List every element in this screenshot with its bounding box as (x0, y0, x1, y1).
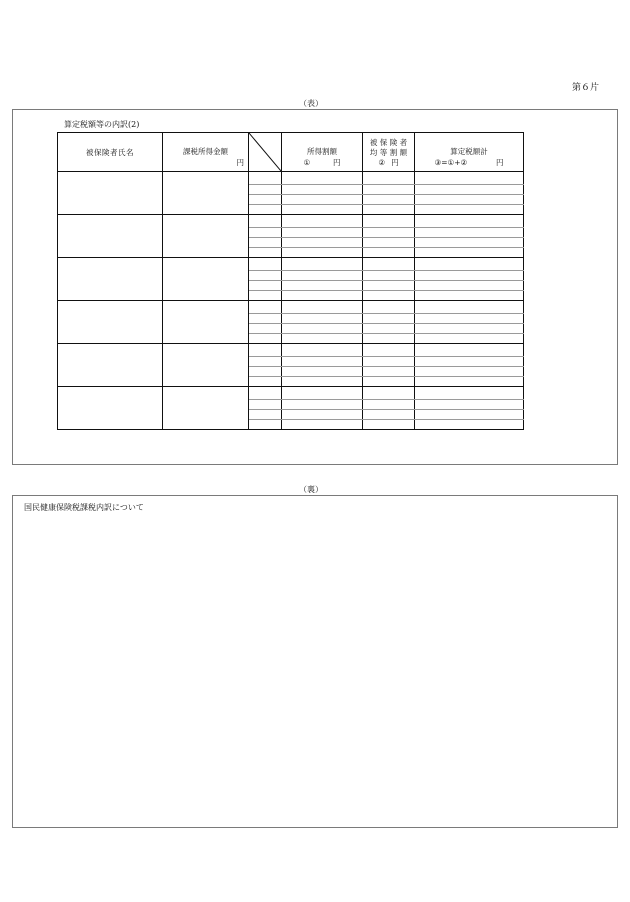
per-capita-cell[interactable] (363, 344, 415, 357)
per-capita-cell[interactable] (363, 271, 415, 281)
sub-label-cell (249, 344, 282, 357)
total-tax-cell[interactable] (415, 238, 524, 248)
per-capita-cell[interactable] (363, 238, 415, 248)
income-levy-cell[interactable] (282, 258, 363, 271)
income-levy-cell[interactable] (282, 344, 363, 357)
sub-label-cell (249, 291, 282, 301)
back-side-label: （裏） (299, 485, 323, 494)
income-levy-cell[interactable] (282, 195, 363, 205)
total-tax-cell[interactable] (415, 367, 524, 377)
per-capita-cell[interactable] (363, 172, 415, 185)
sub-label-cell (249, 301, 282, 314)
sub-label-cell (249, 195, 282, 205)
table-row (58, 258, 524, 271)
income-levy-cell[interactable] (282, 420, 363, 430)
sub-label-cell (249, 271, 282, 281)
total-tax-cell[interactable] (415, 271, 524, 281)
table-row (58, 387, 524, 400)
table-row (58, 172, 524, 185)
per-capita-cell[interactable] (363, 228, 415, 238)
insured-name-cell[interactable] (58, 344, 163, 387)
total-tax-cell[interactable] (415, 344, 524, 357)
sub-label-cell (249, 324, 282, 334)
header-income-levy: 所得割額 ① 円 (282, 133, 363, 172)
income-levy-cell[interactable] (282, 387, 363, 400)
sub-label-cell (249, 215, 282, 228)
sub-label-cell (249, 172, 282, 185)
income-levy-cell[interactable] (282, 185, 363, 195)
per-capita-cell[interactable] (363, 291, 415, 301)
sub-label-cell (249, 238, 282, 248)
total-tax-cell[interactable] (415, 172, 524, 185)
insured-name-cell[interactable] (58, 258, 163, 301)
per-capita-cell[interactable] (363, 400, 415, 410)
per-capita-cell[interactable] (363, 205, 415, 215)
per-capita-cell[interactable] (363, 281, 415, 291)
taxable-income-cell[interactable] (163, 215, 249, 258)
total-tax-cell[interactable] (415, 400, 524, 410)
sub-label-cell (249, 314, 282, 324)
sub-label-cell (249, 334, 282, 344)
table-row (58, 215, 524, 228)
income-levy-cell[interactable] (282, 248, 363, 258)
front-side-label: （表） (299, 99, 323, 108)
income-levy-cell[interactable] (282, 281, 363, 291)
total-tax-cell[interactable] (415, 314, 524, 324)
total-tax-cell[interactable] (415, 301, 524, 314)
insured-name-cell[interactable] (58, 387, 163, 430)
income-levy-cell[interactable] (282, 271, 363, 281)
sub-label-cell (249, 400, 282, 410)
income-levy-cell[interactable] (282, 334, 363, 344)
total-tax-cell[interactable] (415, 387, 524, 400)
header-total-tax: 算定税額計 ③=①+② 円 (415, 133, 524, 172)
page-number: 第６片 (572, 83, 600, 93)
per-capita-cell[interactable] (363, 185, 415, 195)
table-row (58, 344, 524, 357)
sub-label-cell (249, 410, 282, 420)
income-levy-cell[interactable] (282, 314, 363, 324)
income-levy-cell[interactable] (282, 357, 363, 367)
header-insured-name: 被保険者氏名 (58, 133, 163, 172)
total-tax-cell[interactable] (415, 377, 524, 387)
insured-name-cell[interactable] (58, 215, 163, 258)
header-per-capita-levy: 被 保 険 者 均 等 割 額 ② 円 (363, 133, 415, 172)
total-tax-cell[interactable] (415, 357, 524, 367)
total-tax-cell[interactable] (415, 228, 524, 238)
sub-label-cell (249, 367, 282, 377)
per-capita-cell[interactable] (363, 367, 415, 377)
taxable-income-cell[interactable] (163, 301, 249, 344)
header-taxable-income: 課税所得金額 円 (163, 133, 249, 172)
income-levy-cell[interactable] (282, 410, 363, 420)
per-capita-cell[interactable] (363, 324, 415, 334)
per-capita-cell[interactable] (363, 334, 415, 344)
per-capita-cell[interactable] (363, 248, 415, 258)
income-levy-cell[interactable] (282, 377, 363, 387)
total-tax-cell[interactable] (415, 291, 524, 301)
table-row (58, 301, 524, 314)
per-capita-cell[interactable] (363, 215, 415, 228)
total-tax-cell[interactable] (415, 258, 524, 271)
income-levy-cell[interactable] (282, 324, 363, 334)
income-levy-cell[interactable] (282, 291, 363, 301)
insured-name-cell[interactable] (58, 172, 163, 215)
income-levy-cell[interactable] (282, 301, 363, 314)
income-levy-cell[interactable] (282, 205, 363, 215)
income-levy-cell[interactable] (282, 400, 363, 410)
income-levy-cell[interactable] (282, 172, 363, 185)
sub-label-cell (249, 387, 282, 400)
back-section-title: 国民健康保険税課税内訳について (24, 503, 144, 512)
income-levy-cell[interactable] (282, 238, 363, 248)
sub-label-cell (249, 248, 282, 258)
taxable-income-cell[interactable] (163, 387, 249, 430)
income-levy-cell[interactable] (282, 367, 363, 377)
per-capita-cell[interactable] (363, 410, 415, 420)
taxable-income-cell[interactable] (163, 344, 249, 387)
section-title: 算定税額等の内訳(2) (64, 120, 140, 129)
taxable-income-cell[interactable] (163, 172, 249, 215)
total-tax-cell[interactable] (415, 334, 524, 344)
total-tax-cell[interactable] (415, 185, 524, 195)
back-panel (12, 495, 618, 828)
per-capita-cell[interactable] (363, 377, 415, 387)
per-capita-cell[interactable] (363, 195, 415, 205)
total-tax-cell[interactable] (415, 215, 524, 228)
total-tax-cell[interactable] (415, 420, 524, 430)
income-levy-cell[interactable] (282, 228, 363, 238)
per-capita-cell[interactable] (363, 420, 415, 430)
total-tax-cell[interactable] (415, 195, 524, 205)
per-capita-cell[interactable] (363, 387, 415, 400)
total-tax-cell[interactable] (415, 248, 524, 258)
sub-label-cell (249, 377, 282, 387)
sub-label-cell (249, 228, 282, 238)
sub-label-cell (249, 205, 282, 215)
taxable-income-cell[interactable] (163, 258, 249, 301)
sub-label-cell (249, 185, 282, 195)
total-tax-cell[interactable] (415, 410, 524, 420)
insured-name-cell[interactable] (58, 301, 163, 344)
per-capita-cell[interactable] (363, 301, 415, 314)
income-levy-cell[interactable] (282, 215, 363, 228)
table-header-row (58, 133, 524, 172)
total-tax-cell[interactable] (415, 324, 524, 334)
per-capita-cell[interactable] (363, 314, 415, 324)
header-diagonal-blank (249, 133, 282, 172)
tax-breakdown-table (57, 132, 524, 430)
sub-label-cell (249, 357, 282, 367)
total-tax-cell[interactable] (415, 205, 524, 215)
per-capita-cell[interactable] (363, 357, 415, 367)
sub-label-cell (249, 420, 282, 430)
sub-label-cell (249, 281, 282, 291)
total-tax-cell[interactable] (415, 281, 524, 291)
per-capita-cell[interactable] (363, 258, 415, 271)
sub-label-cell (249, 258, 282, 271)
